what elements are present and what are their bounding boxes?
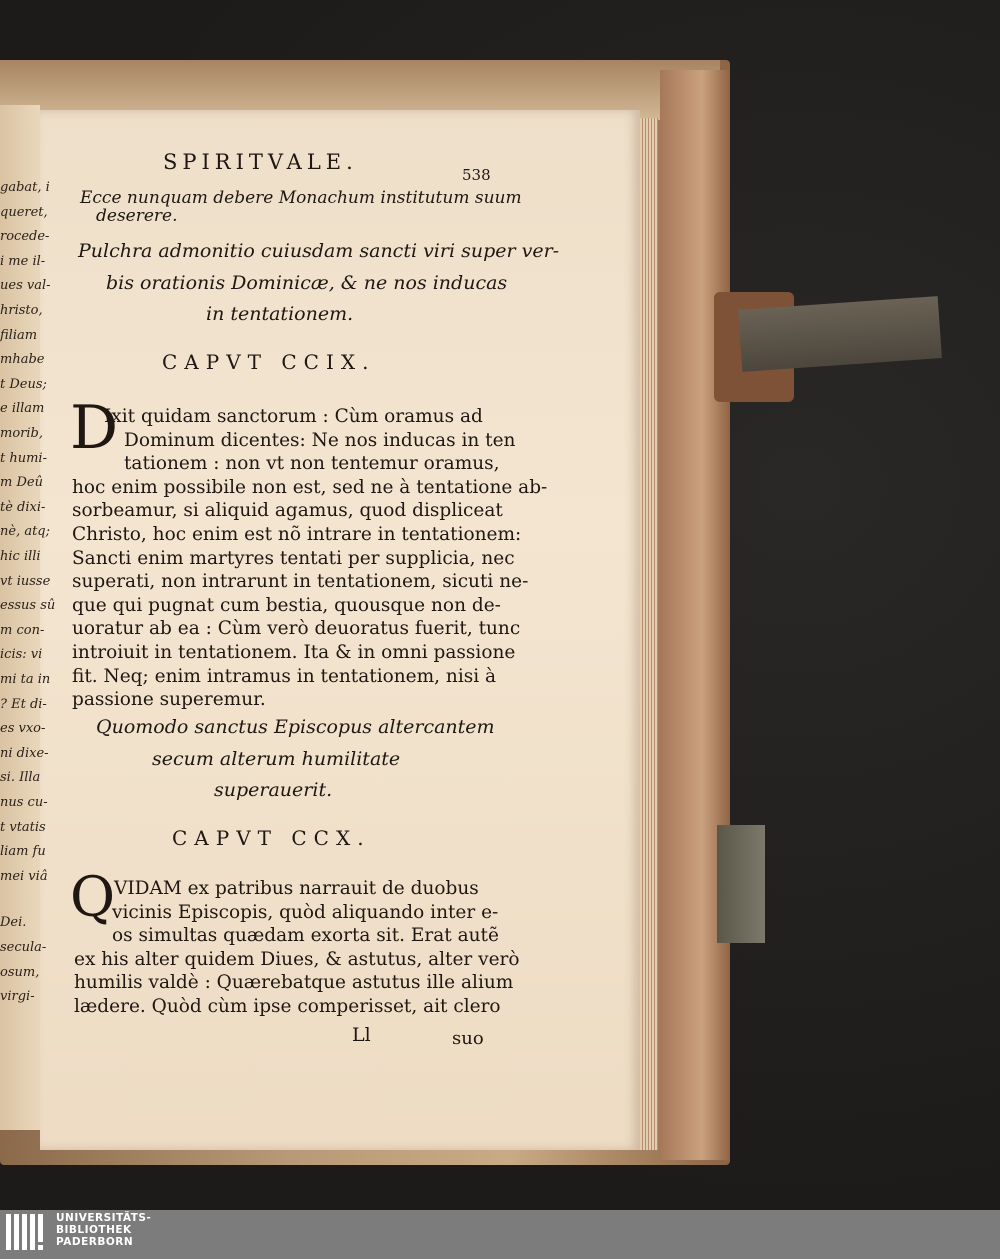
left-page-fragment: secula- xyxy=(0,940,47,955)
rubric-line: bis orationis Dominicæ, & ne nos inducas xyxy=(106,272,508,294)
left-page-fragment: rocede- xyxy=(0,229,50,245)
left-page-fragment: i me il- xyxy=(0,253,46,269)
rubric-line: Pulchra admonitio cuiusdam sancti viri super ver- xyxy=(78,240,560,262)
body-line: fit. Neq; enim intramus in tentationem, nisi à xyxy=(72,665,497,687)
body-line: sorbeamur, si aliquid agamus, quod displiceat xyxy=(72,500,503,522)
body-line: os simultas quædam exorta sit. Erat autẽ xyxy=(112,925,499,947)
left-page-fragment: nè, atq; xyxy=(0,524,51,540)
left-page-fragment: ? Et di- xyxy=(0,696,47,712)
lower-clasp xyxy=(717,825,765,943)
rubric-line: in tentationem. xyxy=(206,303,354,325)
left-page-fragment: morib, xyxy=(0,426,43,441)
body-line: superati, non intrarunt in tentationem, sicuti ne- xyxy=(72,571,529,593)
left-page-fragment: mhabe xyxy=(0,352,45,368)
left-page-fragment: m con- xyxy=(0,622,45,638)
footer-line: BIBLIOTHEK xyxy=(56,1224,132,1236)
drop-initial: D xyxy=(70,393,119,463)
page-number: 538 xyxy=(462,166,491,184)
left-page-fragment: essus sû xyxy=(0,598,56,614)
library-logo-icon xyxy=(6,1214,50,1254)
top-note-line: Ecce nunquam debere Monachum institutum suum xyxy=(80,188,522,208)
chapter-heading: CAPVT CCIX. xyxy=(162,350,376,374)
left-page-fragment: m Deû xyxy=(0,475,43,491)
top-note-line: deserere. xyxy=(96,206,178,226)
left-page-fragment: queret, xyxy=(0,204,48,220)
signature-mark: Ll xyxy=(352,1024,371,1046)
body-line: passione superemur. xyxy=(72,689,266,711)
left-page-fragment: nus cu- xyxy=(0,795,48,810)
body-line: vicinis Episcopis, quòd aliquando inter e- xyxy=(112,901,499,923)
left-page-fragment: t vtatis xyxy=(0,819,46,835)
left-page-fragment: osum, xyxy=(0,964,40,980)
left-page-fragment: hic illi xyxy=(0,549,41,564)
left-page-fragment: virgi- xyxy=(0,989,35,1005)
drop-initial: Q xyxy=(70,865,116,929)
body-line: ex his alter quidem Diues, & astutus, alter verò xyxy=(74,948,520,970)
body-line: humilis valdè : Quærebatque astutus ille alium xyxy=(74,972,514,994)
left-page-fragment: e illam xyxy=(0,401,45,417)
left-page-fragment: tè dixi- xyxy=(0,499,46,515)
left-page-fragment: gabat, i xyxy=(0,180,50,195)
left-page-fragment: Dei. xyxy=(0,915,27,931)
body-line: que qui pugnat cum bestia, quousque non de- xyxy=(72,594,501,616)
running-title: SPIRITVALE. xyxy=(163,150,358,174)
body-line: Sancti enim martyres tentati per supplicia, nec xyxy=(72,547,515,569)
chapter-heading: CAPVT CCX. xyxy=(172,826,371,850)
rubric-line: superauerit. xyxy=(214,779,333,801)
left-page-fragment: hristo, xyxy=(0,303,43,318)
board-edge xyxy=(660,70,730,1160)
left-page-fragment: filiam xyxy=(0,327,38,343)
body-line: hoc enim possibile non est, sed ne à tentatione ab- xyxy=(72,476,548,498)
left-page-fragment: mi ta in xyxy=(0,672,51,687)
left-page-fragment: ni dixe- xyxy=(0,745,49,761)
clasp-strap xyxy=(738,296,942,372)
left-page-fragment: si. Illa xyxy=(0,770,41,786)
footer-line: PADERBORN xyxy=(56,1236,134,1248)
rubric-line: secum alterum humilitate xyxy=(152,748,401,770)
footer-line: UNIVERSITÄTS- xyxy=(56,1212,152,1224)
left-page-fragment: es vxo- xyxy=(0,721,46,737)
body-line: lædere. Quòd cùm ipse comperisset, ait clero xyxy=(74,996,501,1017)
left-page-fragment: icis: vi xyxy=(0,647,43,663)
body-line: Dominum dicentes: Ne nos inducas in ten xyxy=(124,429,516,451)
left-page-fragment: t Deus; xyxy=(0,376,47,392)
body-line: introiuit in tentationem. Ita & in omni passione xyxy=(72,642,516,663)
left-page-fragment: vt iusse xyxy=(0,573,51,589)
left-page-fragment: ues val- xyxy=(0,278,51,294)
left-page-fragment: t humi- xyxy=(0,450,47,466)
left-page-fragment: liam fu xyxy=(0,844,46,860)
rubric-line: Quomodo sanctus Episcopus altercantem xyxy=(96,716,495,738)
body-line: Christo, hoc enim est nõ intrare in tentationem: xyxy=(72,524,522,545)
left-page-fragment: mei viâ xyxy=(0,868,48,884)
body-line: VIDAM ex patribus narrauit de duobus xyxy=(114,878,479,899)
body-line: Ixit quidam sanctorum : Cùm oramus ad xyxy=(104,406,483,427)
catchword: suo xyxy=(452,1028,484,1049)
body-line: uoratur ab ea : Cùm verò deuoratus fuerit, tunc xyxy=(72,618,521,640)
body-line: tationem : non vt non tentemur oramus, xyxy=(124,453,500,475)
